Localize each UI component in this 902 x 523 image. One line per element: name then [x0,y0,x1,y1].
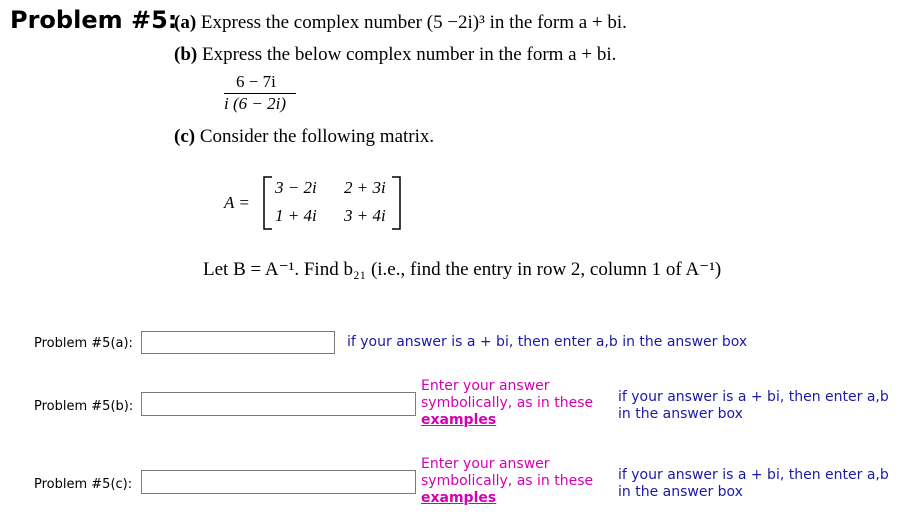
part-b-text: Express the below complex number in the form a + bi. [201,44,617,65]
answer-label-5a: Problem #5(a): [34,336,133,351]
answer-hint-line: if your answer is a + bi, then enter a,b [618,467,889,483]
examples-link-5b[interactable]: examples [421,412,497,428]
fraction-denominator: i (6 − 2i) [224,94,286,113]
examples-link-5c[interactable]: examples [421,490,497,506]
answer-hint-5a: if your answer is a + bi, then enter a,b in the answer box [347,334,748,350]
part-c-instruction: Let B = A⁻¹. Find b₂₁ (i.e., find the entry in row 2, column 1 of A⁻¹) [203,259,722,280]
answer-input-5c[interactable] [141,470,416,494]
answer-hint-5c [618,467,889,501]
symbolic-hint-5b [421,378,593,429]
fraction-numerator: 6 − 7i [236,72,276,91]
part-a-label: (a) [174,12,197,33]
matrix-cell: 3 + 4i [344,206,386,225]
part-c-label: (c) [174,126,196,147]
matrix-name: A = [224,193,250,212]
answer-hint-5b [618,389,889,423]
answer-hint-line: in the answer box [618,406,743,422]
part-c-text: Consider the following matrix. [199,126,435,147]
matrix-left-bracket [262,176,274,230]
symbolic-hint-5c [421,456,593,507]
symbolic-hint-line: Enter your answer [421,378,550,394]
answer-hint-line: in the answer box [618,484,743,500]
problem-title: Problem #5: [10,6,178,34]
matrix-cell: 1 + 4i [275,206,317,225]
part-a-text: Express the complex number (5 −2i)³ in the form a + bi. [200,12,627,33]
part-c [174,126,434,148]
symbolic-hint-line: symbolically, as in these [421,473,594,489]
symbolic-hint-line: symbolically, as in these [421,395,594,411]
part-b-label: (b) [174,44,198,65]
answer-input-5a[interactable] [141,331,335,354]
matrix-right-bracket [390,176,402,230]
matrix-cell: 2 + 3i [344,178,386,197]
part-a [174,12,627,34]
answer-input-5b[interactable] [141,392,416,416]
answer-label-5b: Problem #5(b): [34,399,134,414]
answer-label-5c: Problem #5(c): [34,477,133,492]
answer-hint-line: if your answer is a + bi, then enter a,b [618,389,889,405]
symbolic-hint-line: Enter your answer [421,456,550,472]
matrix-cell: 3 − 2i [275,178,317,197]
part-b [174,44,616,66]
